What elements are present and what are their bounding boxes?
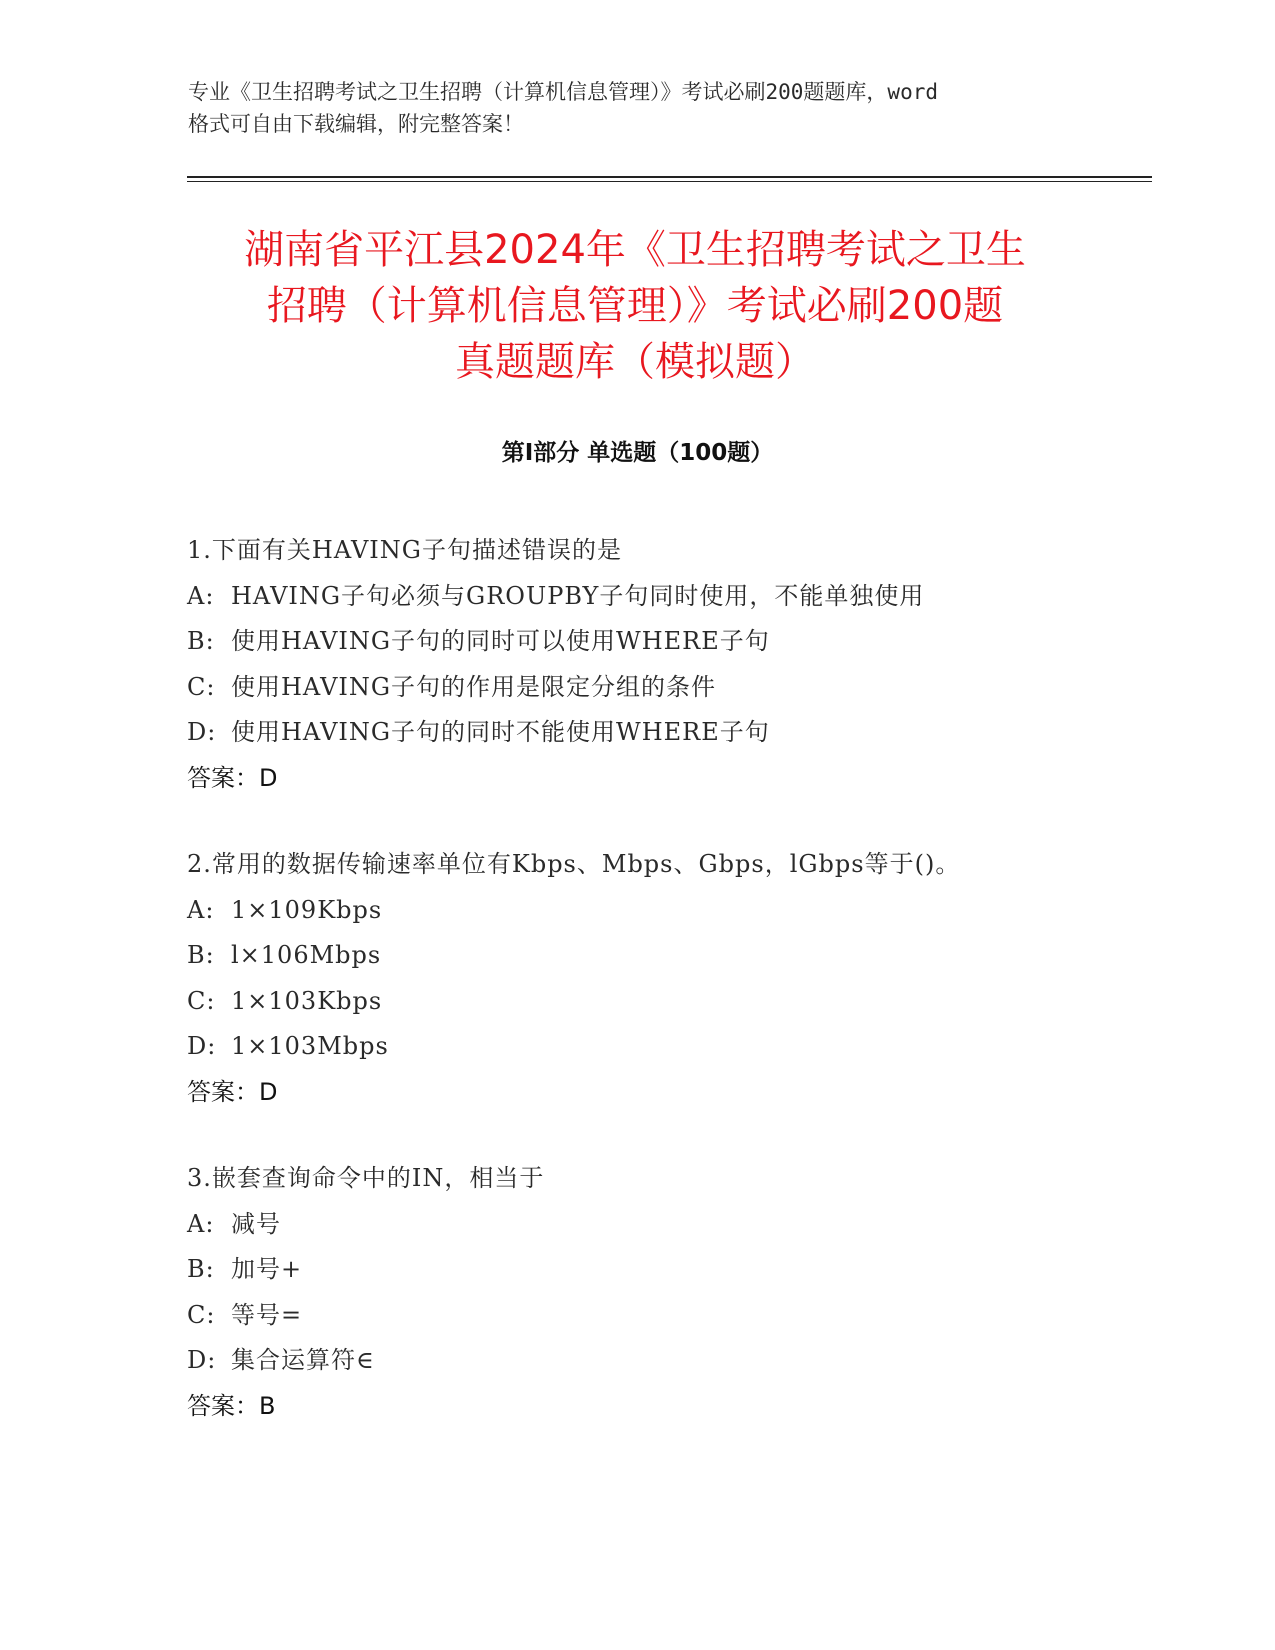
option-text: 1×103Kbps [231, 986, 383, 1015]
option-text: 减号 [231, 1209, 281, 1238]
option-text: 1×103Mbps [231, 1032, 389, 1060]
answer-label: 答案：D [187, 1077, 278, 1106]
document-title-line-3: 真题题库（模拟题） [455, 339, 815, 385]
question-stem: 2.常用的数据传输速率单位有Kbps、Mbps、Gbps，lGbps等于()。 [187, 850, 961, 878]
option-letter: B: [187, 1255, 215, 1283]
document-title-line-2: 招聘（计算机信息管理）》考试必刷200题 [266, 283, 1004, 329]
header-note [188, 76, 1088, 140]
option-text: 使用HAVING子句的作用是限定分组的条件 [231, 672, 717, 701]
option-a [187, 888, 1147, 934]
option-d [187, 710, 1147, 756]
section-heading: 第Ⅰ部分 单选题（100题） [501, 440, 774, 466]
option-b [187, 619, 1147, 665]
option-letter: A: [187, 1209, 215, 1238]
option-letter: D: [187, 1032, 217, 1060]
option-letter: C: [187, 1300, 216, 1329]
option-c [187, 1293, 1147, 1339]
option-letter: D: [187, 718, 217, 746]
answer-label: 答案：B [187, 1391, 276, 1420]
option-letter: B: [187, 627, 215, 655]
document-title-line-1: 湖南省平江县2024年《卫生招聘考试之卫生 [244, 227, 1026, 273]
option-text: 等号= [231, 1300, 303, 1329]
answer-label: 答案：D [187, 763, 278, 792]
option-letter: C: [187, 986, 216, 1015]
option-a [187, 1202, 1147, 1248]
option-a [187, 574, 1147, 620]
header-divider-thin [187, 181, 1152, 182]
header-note-line-2: 格式可自由下载编辑，附完整答案！ [188, 112, 524, 136]
option-letter: D: [187, 1346, 217, 1374]
header-note-line-1: 专业《卫生招聘考试之卫生招聘（计算机信息管理）》考试必刷200题题库，word [188, 80, 938, 104]
option-c [187, 665, 1147, 711]
option-letter: A: [187, 581, 215, 610]
option-letter: A: [187, 895, 215, 924]
option-b [187, 933, 1147, 979]
option-d [187, 1024, 1147, 1070]
option-letter: C: [187, 672, 216, 701]
question-list [187, 528, 1147, 1470]
option-b [187, 1247, 1147, 1293]
option-text: 使用HAVING子句的同时可以使用WHERE子句 [231, 627, 770, 655]
question-2 [187, 842, 1147, 1115]
question-3 [187, 1156, 1147, 1429]
question-1 [187, 528, 1147, 801]
option-c [187, 979, 1147, 1025]
option-text: 集合运算符∈ [231, 1346, 375, 1374]
option-text: l×106Mbps [231, 941, 382, 969]
option-text: HAVING子句必须与GROUPBY子句同时使用，不能单独使用 [231, 581, 925, 610]
option-text: 1×109Kbps [231, 895, 383, 924]
document-title [180, 222, 1090, 390]
option-d [187, 1338, 1147, 1384]
option-letter: B: [187, 941, 215, 969]
question-stem: 3.嵌套查询命令中的IN，相当于 [187, 1164, 545, 1192]
option-text: 加号+ [231, 1255, 303, 1283]
option-text: 使用HAVING子句的同时不能使用WHERE子句 [231, 718, 770, 746]
question-stem: 1.下面有关HAVING子句描述错误的是 [187, 536, 622, 564]
header-divider-thick [187, 176, 1152, 178]
